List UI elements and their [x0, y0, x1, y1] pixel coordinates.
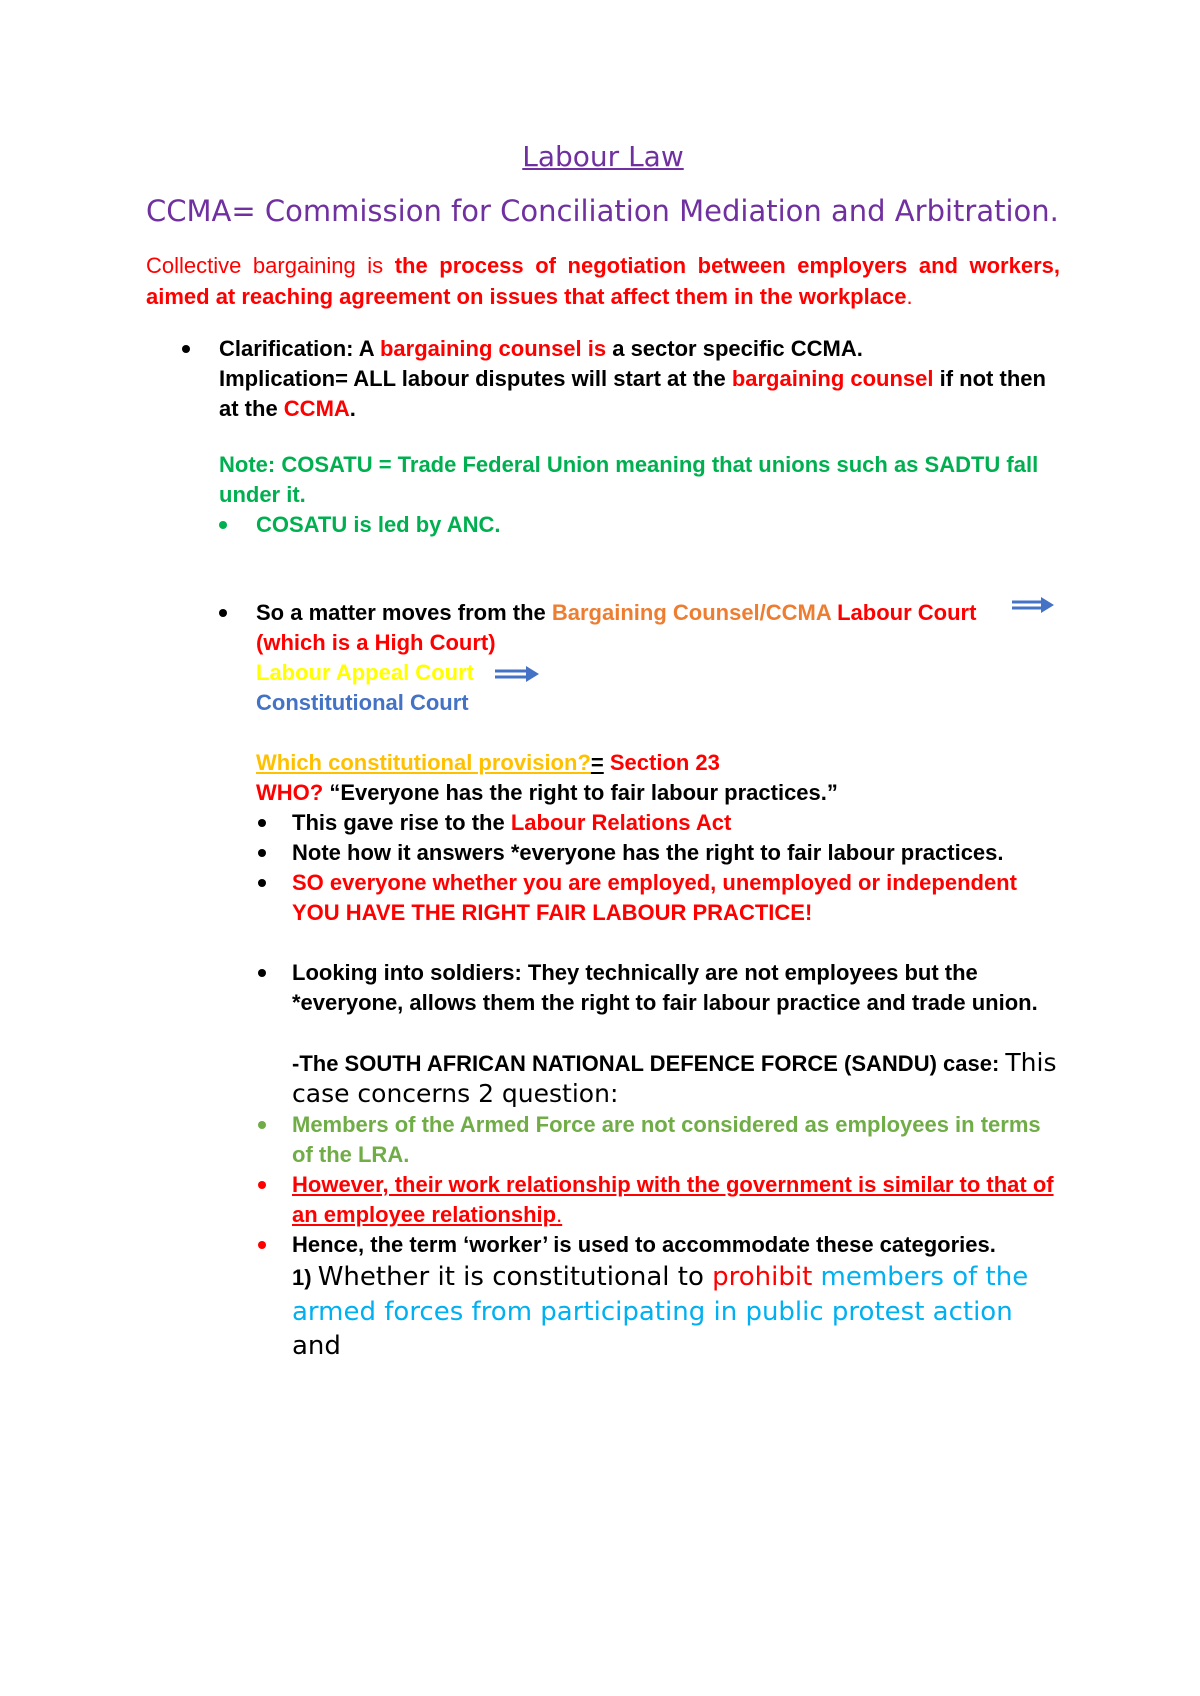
hence-text: Hence, the term ‘worker’ is used to accommodate these categories.	[292, 1232, 996, 1257]
soldiers-text: Looking into soldiers: They technically are not employees but the *everyone, allows them the right to fair labour practice and trade union.	[292, 960, 1038, 1015]
section-23: Section 23	[603, 750, 720, 775]
lra-item	[292, 808, 1060, 838]
bargaining-counsel-term-2: bargaining counsel	[731, 366, 934, 391]
ccma-definition: CCMA= Commission for Conciliation Mediation and Arbitration.	[146, 194, 1059, 228]
however-end: .	[556, 1202, 563, 1227]
collective-definition: the process of negotiation between employers and workers, aimed at reaching agreement on issues that affect them in the workplace	[146, 253, 1060, 309]
hence-item	[292, 1230, 1060, 1260]
who-label: WHO?	[256, 780, 324, 805]
collective-bargaining-paragraph	[146, 250, 1060, 312]
high-court-note: (which is a High Court)	[256, 630, 496, 655]
lra-text: This gave rise to the	[292, 810, 511, 835]
page-title: Labour Law	[522, 140, 684, 173]
members-text: Members of the Armed Force are not considered as employees in terms of the LRA.	[292, 1112, 1041, 1167]
collective-lead: Collective bargaining is	[146, 253, 384, 278]
question-end: and	[292, 1331, 341, 1361]
clarification-text: Clarification: A	[219, 336, 380, 361]
bullet-icon	[219, 521, 227, 529]
clarification-item	[219, 334, 1060, 424]
bullet-icon	[258, 849, 266, 857]
implication-text: Implication= ALL labour disputes will start at the	[219, 366, 732, 391]
labour-appeal-court: Labour Appeal Court	[256, 660, 474, 685]
cosatu-note	[219, 450, 1060, 510]
bullet-icon	[258, 819, 266, 827]
so-everyone-item	[292, 868, 1060, 928]
cosatu-note-text: Note: COSATU = Trade Federal Union meaning that unions such as SADTU fall under it.	[219, 452, 1039, 507]
however-text: However, their work relationship with the government is similar to that of an employee relationship	[292, 1172, 1054, 1227]
armed-forces-text: members of the armed forces from participating in public protest action	[292, 1262, 1029, 1327]
implication-end: .	[349, 396, 356, 421]
cosatu-led-item	[256, 510, 1060, 540]
bullet-icon	[258, 1181, 266, 1189]
soldiers-item	[292, 958, 1060, 1018]
right-arrow-icon	[1011, 595, 1055, 615]
labour-relations-act: Labour Relations Act	[510, 810, 732, 835]
ccma-term: CCMA	[283, 396, 350, 421]
bargaining-ccma-term: Bargaining Counsel/CCMA	[551, 600, 831, 625]
bullet-icon	[258, 1121, 266, 1129]
constitutional-court: Constitutional Court	[256, 690, 469, 715]
bargaining-counsel-term: bargaining counsel is	[379, 336, 607, 361]
question-number: 1)	[292, 1265, 318, 1290]
answers-text: Note how it answers *everyone has the right to fair labour practices.	[292, 840, 1004, 865]
question-text: Whether it is constitutional to	[317, 1262, 713, 1292]
question-1	[292, 1260, 1060, 1363]
right-arrow-icon	[494, 664, 540, 684]
implication-text-2: if not then at the	[219, 366, 1046, 421]
provision-block	[256, 748, 1060, 808]
case-question-intro: This case concerns 2 question:	[292, 1048, 1057, 1108]
bullet-icon	[258, 969, 266, 977]
prohibit-term: prohibit	[712, 1262, 813, 1292]
provision-equals: =	[590, 750, 604, 775]
bullet-icon	[219, 609, 227, 617]
bullet-icon	[182, 345, 190, 353]
document-page	[146, 140, 1060, 1363]
cosatu-led-text: COSATU is led by ANC.	[256, 512, 501, 537]
members-item	[292, 1110, 1060, 1170]
so-everyone-text: SO everyone whether you are employed, unemployed or independent YOU HAVE THE RIGHT FAIR LABOUR PRACTICE!	[292, 870, 1017, 925]
labour-court-term: Labour Court	[830, 600, 977, 625]
matter-text: So a matter moves from the	[256, 600, 552, 625]
everyone-quote: “Everyone has the right to fair labour practices.”	[323, 780, 838, 805]
sandu-case-title: -The SOUTH AFRICAN NATIONAL DEFENCE FORCE (SANDU) case:	[292, 1051, 1006, 1076]
clarification-text-2: a sector specific CCMA.	[606, 336, 863, 361]
answers-item	[292, 838, 1060, 868]
matter-item	[256, 598, 1060, 718]
bullet-icon	[258, 879, 266, 887]
bullet-icon	[258, 1241, 266, 1249]
sandu-case	[292, 1048, 1060, 1110]
however-item	[292, 1170, 1060, 1230]
provision-question: Which constitutional provision?	[256, 750, 591, 775]
collective-end: .	[906, 284, 913, 309]
